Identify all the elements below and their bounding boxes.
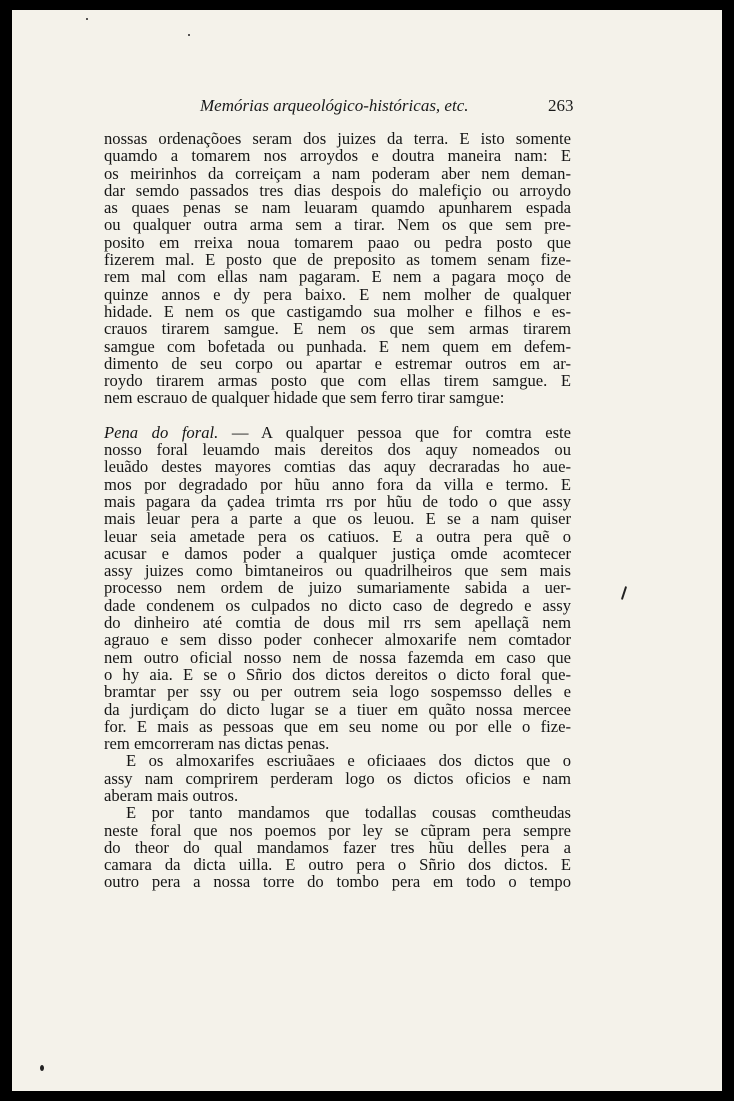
- ink-speck: [86, 18, 88, 20]
- text-line: aberam mais outros.: [104, 785, 239, 805]
- text-line: assy nam comprirem perderam logo os dictos oficios e nam: [104, 768, 571, 788]
- text-line: quinze annos e dy pera baixo. E nem molher de qualquer: [104, 284, 571, 304]
- text-line: roydo tirarem armas posto que com ellas tirem samgue. E: [104, 371, 571, 391]
- text-line: as quaes penas se nam leuaram quamdo apunharem espada: [104, 198, 571, 218]
- page-header: [12, 96, 722, 120]
- text-line: leuãdo destes mayores comtias das aquy decraradas ho aue-: [104, 457, 571, 477]
- page-number: 263: [548, 96, 574, 115]
- text-line: fizerem mal. E posto que de preposito as tomem senam fize-: [104, 250, 571, 270]
- text-line: neste foral que nos poemos por ley se cũpram pera sempre: [104, 820, 571, 840]
- text-line: E por tanto mandamos que todallas cousas comtheudas: [126, 803, 571, 823]
- text-line: do dinheiro até comtia de dous mil rrs sem apellaçã nem: [104, 613, 571, 633]
- text-line: mais leuar pera a parte a que os leuou. E se a nam quiser: [104, 509, 571, 529]
- text-line: o hy aia. E se o Sñrio dos dictos dereitos o dicto foral que-: [104, 664, 571, 684]
- text-line: mos por degradado por hũu anno fora da villa e termo. E: [104, 474, 571, 494]
- text-line: for. E mais as pessoas que em seu nome ou por elle o fize-: [104, 716, 571, 736]
- text-line: [104, 424, 571, 441]
- text-line: da jurdiçam do dicto lugar se a tiuer em quãto nossa mercee: [104, 699, 571, 719]
- text-line: nem outro oficial nosso nem de nossa fazemda em caso que: [104, 647, 571, 667]
- text-line: nosso foral leuamdo mais dereitos dos aquy nomeados ou: [104, 440, 571, 460]
- text-line: assy juizes como bimtaneiros ou quadrilheiros que sem mais: [104, 561, 571, 581]
- heading-line-text: — A qualquer pessoa que for comtra este: [218, 422, 572, 442]
- text-line: do theor do qual mandamos fazer tres hũu delles pera a: [104, 837, 571, 857]
- text-line: rem emcorreram nas dictas penas.: [104, 734, 330, 754]
- running-title: Memórias arqueológico-históricas, etc.: [200, 96, 469, 115]
- text-line: posito em rreixa noua tomarem paao ou pedra posto que: [104, 232, 571, 252]
- text-line: processo nem ordem de juizo sumariamente sabida a uer-: [104, 578, 571, 598]
- text-line: E os almoxarifes escriuãaes e oficiaaes dos dictos que o: [126, 751, 571, 771]
- text-line: nem escrauo de qualquer hidade que sem ferro tirar samgue:: [104, 388, 505, 408]
- text-line: dimento de seu corpo ou apartar e estremar outros em ar-: [104, 353, 571, 373]
- ink-speck: [40, 1065, 44, 1071]
- text-line: nossas ordenaçõoes seram dos juizes da terra. E isto somente: [104, 129, 571, 148]
- text-line: agrauo e sem disso poder conhecer almoxarife nem comtador: [104, 630, 571, 650]
- text-line: acusar e damos poder a qualquer justiça omde acomtecer: [104, 543, 571, 563]
- text-line: dar semdo passados tres dias despois do malefiçio ou arroydo: [104, 180, 571, 200]
- text-line: crauos tirarem samgue. E nem os que sem armas tirarem: [104, 319, 571, 339]
- text-line: hidade. E nem os que castigamdo sua molher e filhos e es-: [104, 301, 571, 321]
- margin-mark: [621, 586, 627, 600]
- section-heading: Pena do foral.: [104, 422, 219, 442]
- text-line: os meirinhos da correiçam a nam poderam aber nem deman-: [104, 163, 571, 183]
- text-line: bramtar per ssy ou per outrem seia logo sospemsso delles e: [104, 682, 571, 702]
- text-line: quamdo a tomarem nos arroydos e doutra maneira nam: E: [104, 146, 571, 166]
- text-line: rem mal com ellas nam pagaram. E nem a pagara moço de: [104, 267, 571, 287]
- text-line: camara da dicta uilla. E outro pera o Sñrio dos dictos. E: [104, 855, 571, 875]
- body-text: [104, 130, 571, 891]
- text-line: samgue com bofetada ou punhada. E nem quem em defem-: [104, 336, 571, 356]
- text-line: dade condenem os culpados no dicto caso de degredo e assy: [104, 595, 571, 615]
- text-line: ou qualquer outra arma sem a tirar. Nem os que sem pre-: [104, 215, 571, 235]
- text-line: leuar seia ametade pera os catiuos. E a outra pera quẽ o: [104, 526, 571, 546]
- text-line: outro pera a nossa torre do tombo pera em todo o tempo: [104, 872, 571, 892]
- text-line: mais pagara da çadea trimta rrs por hũu de todo o que assy: [104, 491, 571, 511]
- ink-speck: [188, 34, 190, 36]
- book-page: [12, 10, 722, 1091]
